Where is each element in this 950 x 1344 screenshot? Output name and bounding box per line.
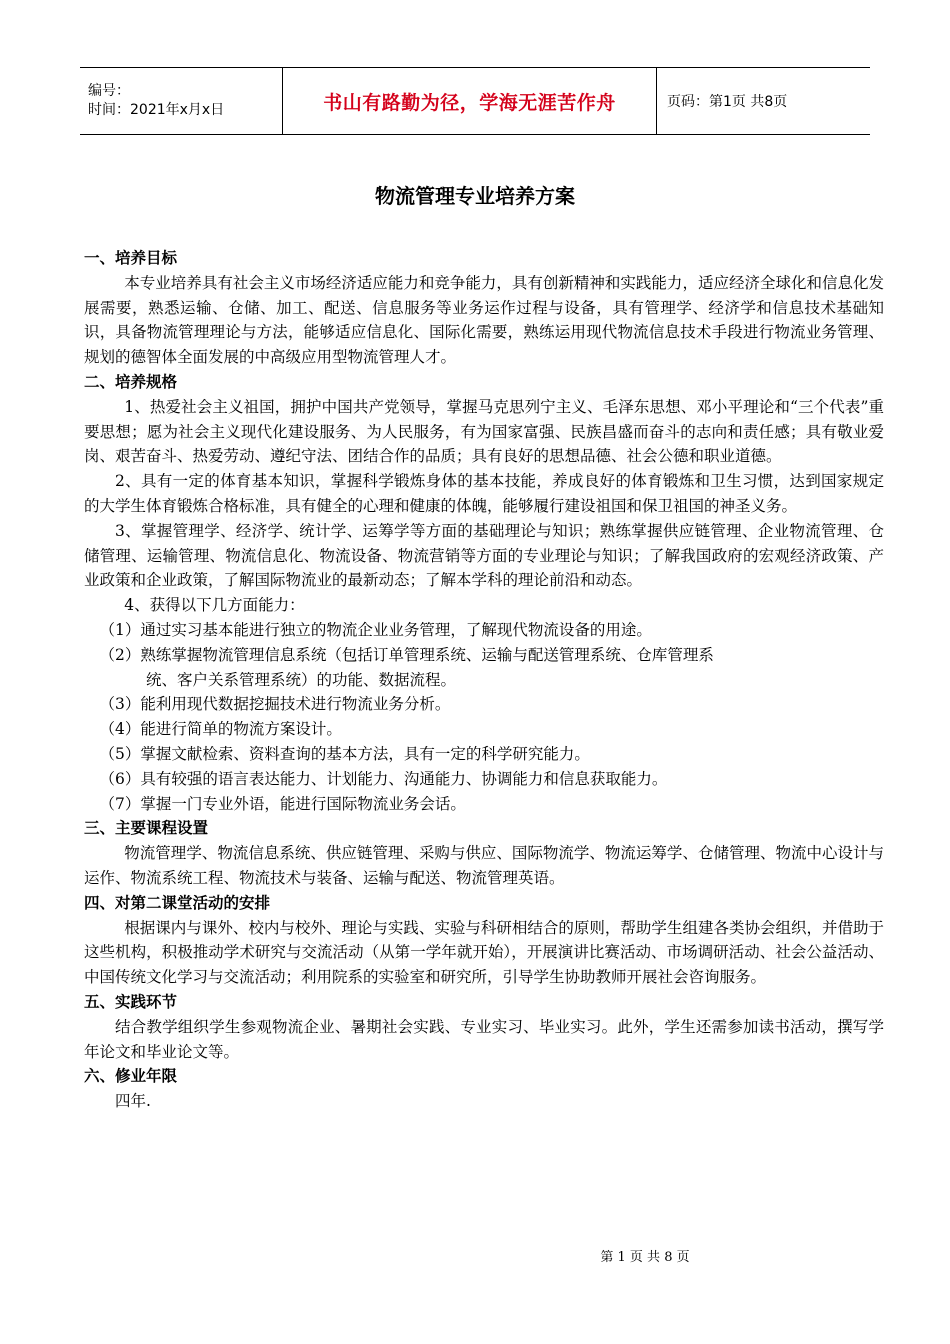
page-footer: 第 1 页 共 8 页 [600,1250,690,1265]
document-title: 物流管理专业培养方案 [375,184,575,208]
header-motto: 书山有路勤为径，学海无涯苦作舟 [323,91,616,114]
ability-item: （7）掌握一门专业外语，能进行国际物流业务会话。 [99,794,466,813]
document-date: 时间：2021年x月x日 [88,102,225,118]
section-heading: 六、修业年限 [84,1067,178,1086]
paragraph: 根据课内与课外、校内与校外、理论与实践、实验与科研相结合的原则，帮助学生组建各类协会组织，并借助于这些机构，积极推动学术研究与交流活动（从第一学年就开始），开展演讲比赛活动、市场调研活动、社会公益活动、中国传统文化学习与交流活动；利用院系的实验室和研究所，引导学生协助教师开展社会咨询服务。 [84,918,884,987]
ability-item: （6）具有较强的语言表达能力、计划能力、沟通能力、协调能力和信息获取能力。 [99,769,668,788]
paragraph: 本专业培养具有社会主义市场经济适应能力和竞争能力，具有创新精神和实践能力，适应经济全球化和信息化发展需要，熟悉运输、仓储、加工、配送、信息服务等业务运作过程与设备，具有管理学、经济学和信息技术基础知识，具备物流管理理论与方法，能够适应信息化、国际化需要，熟练运用现代物流信息技术手段进行物流业务管理、规划的德智体全面发展的中高级应用型物流管理人才。 [84,273,884,367]
ability-item: （3）能利用现代数据挖掘技术进行物流业务分析。 [99,695,451,714]
section-heading: 一、培养目标 [84,249,178,267]
list-item: 3、掌握管理学、经济学、统计学、运筹学等方面的基础理论与知识；熟练掌握供应链管理、企业物流管理、仓储管理、运输管理、物流信息化、物流设备、物流营销等方面的专业理论与知识；了解我国政府的宏观经济政策、产业政策和企业政策，了解国际物流业的最新动态；了解本学科的理论前沿和动态。 [84,521,884,590]
header-meta [80,68,282,134]
ability-item-continuation: 统、客户关系管理系统）的功能、数据流程。 [146,670,457,689]
page-header [80,67,870,135]
paragraph: 四年. [115,1092,151,1111]
section-heading: 三、主要课程设置 [84,819,209,838]
list-item: 4、获得以下几方面能力： [124,596,305,615]
list-item: 2、具有一定的体育基本知识，掌握科学锻炼身体的基本技能，养成良好的体育锻炼和卫生习惯，达到国家规定的大学生体育锻炼合格标准，具有健全的心理和健康的体魄，能够履行建设祖国和保卫祖国的神圣义务。 [84,472,884,515]
header-page-number: 页码：第1页 共8页 [667,94,788,110]
paragraph: 物流管理学、物流信息系统、供应链管理、采购与供应、国际物流学、物流运筹学、仓储管理、物流中心设计与运作、物流系统工程、物流技术与装备、运输与配送、物流管理英语。 [84,844,884,887]
paragraph: 结合教学组织学生参观物流企业、暑期社会实践、专业实习、毕业实习。此外，学生还需参加读书活动，撰写学年论文和毕业论文等。 [84,1017,884,1061]
ability-item [84,643,884,693]
ability-item-line: （2）熟练掌握物流管理信息系统（包括订单管理系统、运输与配送管理系统、仓库管理系 [99,645,714,664]
header-motto-cell [282,68,657,134]
document-number: 编号： [88,83,130,99]
header-page-cell [657,68,870,134]
ability-item: （1）通过实习基本能进行独立的物流企业业务管理，了解现代物流设备的用途。 [99,620,652,639]
ability-item: （4）能进行简单的物流方案设计。 [99,720,342,739]
list-item: 1、热爱社会主义祖国，拥护中国共产党领导，掌握马克思列宁主义、毛泽东思想、邓小平理论和“三个代表”重要思想；愿为社会主义现代化建设服务、为人民服务，有为国家富强、民族昌盛而奋斗的志向和责任感；具有敬业爱岗、艰苦奋斗、热爱劳动、遵纪守法、团结合作的品质；具有良好的思想品德、社会公德和职业道德。 [84,397,884,466]
section-heading: 五、实践环节 [84,992,178,1011]
section-heading: 二、培养规格 [84,372,178,391]
section-heading: 四、对第二课堂活动的安排 [84,893,271,912]
document-body [84,246,884,1114]
ability-item: （5）掌握文献检索、资料查询的基本方法，具有一定的科学研究能力。 [99,744,590,763]
